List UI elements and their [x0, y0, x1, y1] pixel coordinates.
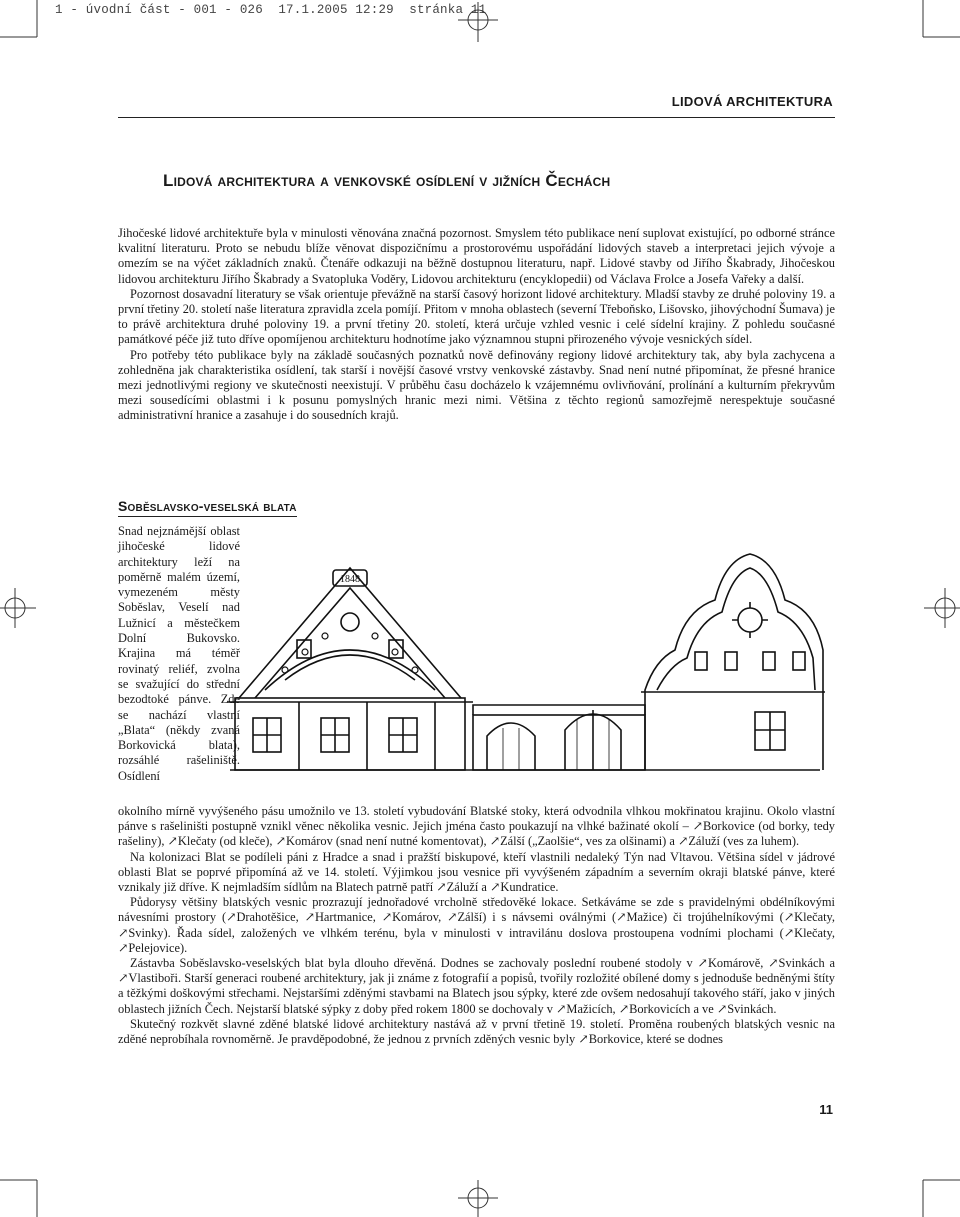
- intro-paragraph-3: Pro potřeby této publikace byly na základě současných poznatků nově definovány regiony lidové architektury tak, aby byla zachycena a zohledněna jak charakteristika osídlení, tak starší i novější časové vrstvy venkovské zástavby. Snad není nutné připomínat, že přesné hranice mezi jednotlivými regiony ve skutečnosti neexistují. V průběhu času docházelo k vzájemnému ovlivňování, prolínání a kulturním překryvům mezi sousedícími oblastmi i k posunu pomyslných hranic mezi nimi. Většina z těchto regionů samozřejmě nerespektuje současné administrativní hranice a zasahuje i do sousedních krajů.: [118, 347, 835, 423]
- section-paragraph-5: Skutečný rozkvět slavné zděné blatské lidové architektury nastává až v první třetině 19. století. Proměna roubených blatských vesnic na zděné neprobíhala rovnoměrně. Je pravděpodobné, že jednou z prvních zděných vesnic byly ↗Borkovice, které se dodnes: [118, 1016, 835, 1047]
- section-paragraph-3: Půdorysy většiny blatských vesnic prozrazují jednořadové vrcholně středověké lokace. Setkáváme se zde s pravidelnými obdélníkovými návesními prostory (↗Drahotěšice, ↗Hartmanice, ↗Komárov, ↗Zálší) i s návsemi oválnými (↗Mažice) či trojúhelníkovými (↗Klečaty, ↗Svinky). Řada sídel, založených ve vlhkém terénu, byla v minulosti v intravilánu doslova prostoupena vodními plochami (↗Klečaty, ↗Pelejovice).: [118, 895, 835, 955]
- section-text: [118, 804, 835, 1047]
- page-number: 11: [819, 1102, 833, 1117]
- page-title: Lidová architektura a venkovské osídlení v jižních Čechách: [163, 171, 611, 190]
- section-wrap-text: Snad nejznámější oblast jihočeské lidové architektury leží na poměrně malém území, vymezeném městy Soběslav, Veselí nad Lužnicí a městečkem Dolní Bukovsko. Krajina má téměř rovinatý reliéf, zvolna se svažující do střední bezodtoké pánve. Zde se nachází vlastní „Blata“ (někdy zvaná Borkovická blata), rozsáhlé rašeliniště. Osídlení: [118, 524, 240, 783]
- section-paragraph-2: Na kolonizaci Blat se podíleli páni z Hradce a snad i pražští biskupové, kteří vlastnili nedaleký Týn nad Vltavou. Většina sídel v jádrové oblasti Blat se poprvé připomíná až ve 14. století. Výjimkou jsou vesnice při vyvýšeném západním a severním okraji blatské pánve, které vznikaly již dříve. K nejmladším sídlům na Blatech patrně patří ↗Záluží a ↗Kundratice.: [118, 849, 835, 895]
- intro-paragraph-1: Jihočeské lidové architektuře byla v minulosti věnována značná pozornost. Smyslem této publikace není suplovat existující, po odborné stránce kvalitní literaturu. Proto se nebudu blíže věnovat dispozičnímu a prostorovému uspořádání lidových staveb a interpretaci jejich vývoje a omezím se na výčet základních znaků. Čtenáře odkazuji na běžně dostupnou literaturu, např. Lidové stavby od Jiřího Škabrady, Jihočeskou lidovou architekturu Jiřího Škabrady a Svatopluka Voděry, Lidovou architekturu (encyklopedii) od Václava Frolce a Josefa Vařeky a další.: [118, 226, 835, 286]
- running-head: LIDOVÁ ARCHITEKTURA: [671, 94, 833, 109]
- intro-paragraph-2: Pozornost dosavadní literatury se však orientuje převážně na starší časový horizont lidové architektury. Mladší stavby ze druhé poloviny 19. a první třetiny 20. století naše literatura zpravidla zcela pomíjí. Přitom v mnoha oblastech (severní Třeboňsko, Lišovsko, jihovýchodní Šumava) je to právě architektura druhé poloviny 19. a první třetiny 20. století, která určuje vzhled vesnic i celé sídelní krajiny. Z pohledu současné památkové péče již tuto dříve opomíjenou architekturu hodnotíme jako významnou stupni přirozeného vývoje vesnických sídel.: [118, 286, 835, 347]
- farmhouse-drawing: [225, 540, 825, 807]
- section-paragraph-1: okolního mírně vyvýšeného pásu umožnilo ve 13. století vybudování Blatské stoky, která odvodnila vlhkou mokřinatou krajinu. Okolo vlastní pánve s rašeliništi postupně vznikl věnec několika vesnic. Jejich jména často poukazují na vlhké bažinaté okolí – ↗Borkovice (od borky, tedy rašeliny), ↗Klečaty (od kleče), ↗Komárov (snad není nutné komentovat), ↗Zálší („Zaolšie“, ves za olšinami) a ↗Záluží (ves za luhem).: [118, 804, 835, 849]
- header-rule: [118, 117, 835, 118]
- drawing-date: 1848: [340, 574, 360, 585]
- section-paragraph-4: Zástavba Soběslavsko-veselských blat byla dlouho dřevěná. Dodnes se zachovaly poslední roubené stodoly v ↗Komárově, ↗Svinkách a ↗Vlastiboři. Starší generaci roubené architektury, jak ji známe z fotografií a popisů, tvořily rozložité obílené domy s jednoduše bedněnými štíty a těžkými doškovými střechami. Nejstaršími zděnými stavbami na Blatech jsou sýpky, které zde ovšem nedosahují takového stáří, jako v jiných oblastech jižních Čech. Nejstarší blatské sýpky z doby před rokem 1800 se dochovaly v ↗Mažicích, ↗Borkovicích a ve ↗Svinkách.: [118, 956, 835, 1016]
- section-title: Soběslavsko-veselská blata: [118, 498, 297, 514]
- intro-text: [118, 226, 835, 424]
- print-slug: 1 - úvodní část - 001 - 026 17.1.2005 12:29 stránka 11: [55, 3, 487, 17]
